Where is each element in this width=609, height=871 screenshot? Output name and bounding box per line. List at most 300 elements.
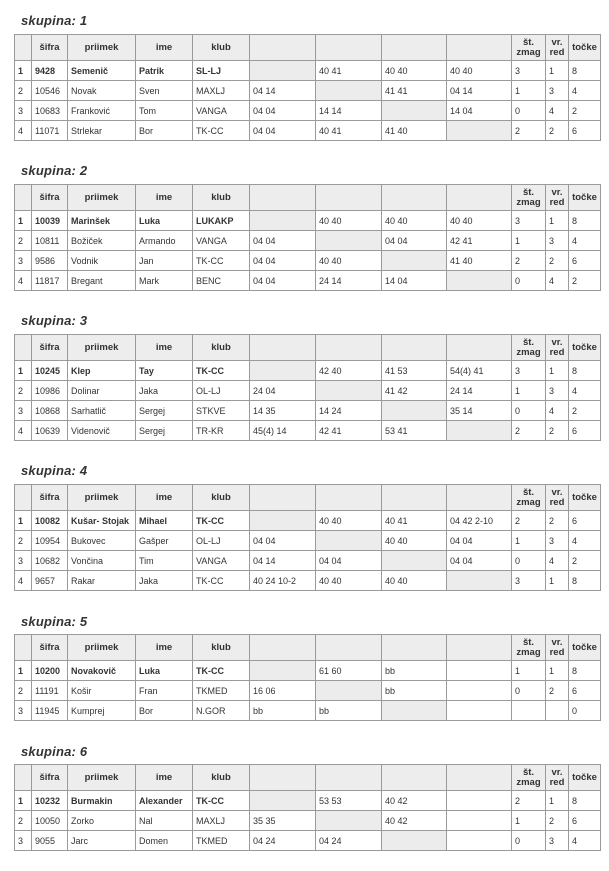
header-ime: ime	[136, 485, 193, 511]
cell-position: 1	[15, 791, 32, 811]
header-vr-red	[546, 635, 569, 661]
cell-ime: Sergej	[136, 401, 193, 421]
table-row	[15, 381, 601, 401]
cell-match-score: 04 42 2-10	[447, 511, 512, 531]
cell-ime: Luka	[136, 661, 193, 681]
header-vr-red-line2: red	[549, 46, 565, 58]
table-row	[15, 551, 601, 571]
header-st-zmag-line1: št.	[522, 336, 535, 348]
cell-st-zmag: 2	[512, 421, 546, 441]
header-sifra: šifra	[32, 335, 68, 361]
cell-ime: Jan	[136, 251, 193, 271]
header-klub: klub	[193, 185, 250, 211]
header-opponent	[447, 335, 512, 361]
group-title: skupina: 3	[21, 313, 88, 328]
cell-position: 2	[15, 81, 32, 101]
header-opponent	[382, 185, 447, 211]
cell-sifra: 10232	[32, 791, 68, 811]
cell-self-match	[316, 381, 382, 401]
header-opponent	[447, 635, 512, 661]
cell-match-score: 40 41	[382, 511, 447, 531]
cell-match-score: 40 40	[316, 511, 382, 531]
cell-priimek: Kušar- Stojak	[68, 511, 136, 531]
cell-match-score	[447, 681, 512, 701]
header-st-zmag	[512, 765, 546, 791]
header-st-zmag-line2: zmag	[516, 496, 541, 508]
cell-vr-red: 2	[546, 681, 569, 701]
table-row	[15, 231, 601, 251]
cell-tocke: 4	[569, 81, 601, 101]
cell-klub: TK-CC	[193, 511, 250, 531]
cell-self-match	[447, 421, 512, 441]
cell-tocke: 6	[569, 511, 601, 531]
cell-ime: Alexander	[136, 791, 193, 811]
cell-self-match	[250, 791, 316, 811]
cell-ime: Gašper	[136, 531, 193, 551]
cell-st-zmag: 1	[512, 661, 546, 681]
table-row	[15, 271, 601, 291]
cell-self-match	[250, 361, 316, 381]
cell-match-score: 35 35	[250, 811, 316, 831]
cell-ime: Mihael	[136, 511, 193, 531]
cell-match-score: 40 41	[316, 121, 382, 141]
cell-klub: TK-CC	[193, 571, 250, 591]
header-opponent	[316, 635, 382, 661]
table-header-row	[15, 335, 601, 361]
cell-vr-red: 1	[546, 211, 569, 231]
header-opponent	[250, 185, 316, 211]
cell-vr-red: 3	[546, 531, 569, 551]
cell-match-score: 41 41	[382, 81, 447, 101]
header-ime: ime	[136, 35, 193, 61]
cell-match-score: 04 04	[447, 551, 512, 571]
cell-match-score: 04 04	[250, 231, 316, 251]
cell-match-score: 40 40	[316, 211, 382, 231]
cell-tocke: 2	[569, 551, 601, 571]
header-vr-red	[546, 185, 569, 211]
group-title: skupina: 1	[21, 13, 88, 28]
cell-st-zmag: 0	[512, 551, 546, 571]
cell-klub: LUKAKP	[193, 211, 250, 231]
cell-klub: TK-CC	[193, 791, 250, 811]
cell-st-zmag: 2	[512, 511, 546, 531]
cell-tocke: 8	[569, 791, 601, 811]
cell-match-score: 40 42	[382, 791, 447, 811]
cell-tocke: 8	[569, 661, 601, 681]
header-priimek: priimek	[68, 185, 136, 211]
table-row	[15, 831, 601, 851]
cell-position: 1	[15, 661, 32, 681]
cell-st-zmag: 1	[512, 811, 546, 831]
cell-priimek: Rakar	[68, 571, 136, 591]
header-opponent	[382, 335, 447, 361]
cell-klub: OL-LJ	[193, 531, 250, 551]
cell-match-score: 41 40	[382, 121, 447, 141]
header-vr-red-line1: vr.	[551, 766, 563, 778]
table-row	[15, 681, 601, 701]
cell-match-score: bb	[316, 701, 382, 721]
cell-self-match	[316, 531, 382, 551]
cell-sifra: 11071	[32, 121, 68, 141]
cell-position: 1	[15, 61, 32, 81]
cell-sifra: 10546	[32, 81, 68, 101]
cell-vr-red: 2	[546, 121, 569, 141]
cell-klub: N.GOR	[193, 701, 250, 721]
header-opponent	[250, 765, 316, 791]
table-header-row	[15, 635, 601, 661]
cell-klub: TK-CC	[193, 251, 250, 271]
header-vr-red-line1: vr.	[551, 336, 563, 348]
cell-match-score: 40 40	[382, 531, 447, 551]
cell-vr-red: 1	[546, 361, 569, 381]
cell-tocke: 0	[569, 701, 601, 721]
cell-st-zmag: 2	[512, 791, 546, 811]
cell-self-match	[447, 271, 512, 291]
cell-tocke: 8	[569, 61, 601, 81]
cell-position: 4	[15, 121, 32, 141]
cell-self-match	[382, 831, 447, 851]
cell-match-score: 53 53	[316, 791, 382, 811]
cell-match-score: 04 04	[316, 551, 382, 571]
cell-self-match	[316, 811, 382, 831]
cell-position: 2	[15, 231, 32, 251]
cell-self-match	[447, 121, 512, 141]
cell-tocke: 6	[569, 421, 601, 441]
group-table	[14, 334, 601, 441]
cell-ime: Domen	[136, 831, 193, 851]
cell-st-zmag: 2	[512, 121, 546, 141]
cell-sifra: 10039	[32, 211, 68, 231]
cell-sifra: 11191	[32, 681, 68, 701]
header-vr-red	[546, 335, 569, 361]
cell-match-score: 54(4) 41	[447, 361, 512, 381]
cell-match-score: 42 41	[447, 231, 512, 251]
table-row	[15, 211, 601, 231]
table-header-row	[15, 485, 601, 511]
cell-position: 1	[15, 211, 32, 231]
cell-tocke: 4	[569, 231, 601, 251]
cell-match-score: 04 14	[250, 81, 316, 101]
cell-position: 3	[15, 101, 32, 121]
header-priimek: priimek	[68, 485, 136, 511]
cell-priimek: Sarhatlič	[68, 401, 136, 421]
header-opponent	[382, 35, 447, 61]
cell-priimek: Vončina	[68, 551, 136, 571]
cell-match-score: 04 24	[316, 831, 382, 851]
header-sifra: šifra	[32, 185, 68, 211]
cell-match-score: 24 14	[447, 381, 512, 401]
cell-match-score: 40 24 10-2	[250, 571, 316, 591]
table-header-row	[15, 185, 601, 211]
header-opponent	[250, 485, 316, 511]
header-st-zmag	[512, 485, 546, 511]
cell-st-zmag: 3	[512, 571, 546, 591]
cell-vr-red: 3	[546, 81, 569, 101]
cell-ime: Fran	[136, 681, 193, 701]
header-opponent	[250, 335, 316, 361]
cell-klub: TKMED	[193, 681, 250, 701]
cell-match-score: 04 04	[250, 271, 316, 291]
header-klub: klub	[193, 335, 250, 361]
cell-self-match	[250, 511, 316, 531]
cell-klub: TKMED	[193, 831, 250, 851]
cell-sifra: 10868	[32, 401, 68, 421]
cell-vr-red: 1	[546, 661, 569, 681]
cell-vr-red: 1	[546, 791, 569, 811]
cell-klub: TK-CC	[193, 121, 250, 141]
header-opponent	[316, 185, 382, 211]
cell-priimek: Zorko	[68, 811, 136, 831]
cell-sifra: 9428	[32, 61, 68, 81]
group-table	[14, 484, 601, 591]
cell-klub: MAXLJ	[193, 811, 250, 831]
header-opponent	[447, 485, 512, 511]
cell-vr-red: 2	[546, 511, 569, 531]
cell-ime: Jaka	[136, 381, 193, 401]
cell-st-zmag: 0	[512, 271, 546, 291]
cell-sifra: 10954	[32, 531, 68, 551]
cell-vr-red: 4	[546, 551, 569, 571]
cell-match-score: 04 14	[250, 551, 316, 571]
cell-position: 3	[15, 251, 32, 271]
cell-vr-red: 3	[546, 831, 569, 851]
cell-match-score	[447, 831, 512, 851]
cell-st-zmag: 1	[512, 381, 546, 401]
cell-st-zmag: 1	[512, 81, 546, 101]
header-st-zmag-line1: št.	[522, 766, 535, 778]
header-ime: ime	[136, 635, 193, 661]
cell-match-score	[447, 811, 512, 831]
cell-tocke: 2	[569, 271, 601, 291]
header-tocke: točke	[569, 185, 601, 211]
cell-ime: Sven	[136, 81, 193, 101]
header-tocke: točke	[569, 335, 601, 361]
header-sifra: šifra	[32, 35, 68, 61]
header-klub: klub	[193, 765, 250, 791]
header-st-zmag	[512, 35, 546, 61]
cell-priimek: Bukovec	[68, 531, 136, 551]
header-st-zmag-line1: št.	[522, 36, 535, 48]
table-row	[15, 571, 601, 591]
cell-klub: BENC	[193, 271, 250, 291]
cell-match-score: bb	[250, 701, 316, 721]
header-sifra: šifra	[32, 765, 68, 791]
group-title: skupina: 2	[21, 163, 88, 178]
group-title: skupina: 4	[21, 463, 88, 478]
cell-match-score: 14 14	[316, 101, 382, 121]
header-vr-red-line1: vr.	[551, 36, 563, 48]
table-row	[15, 61, 601, 81]
cell-match-score: 45(4) 14	[250, 421, 316, 441]
table-row	[15, 81, 601, 101]
header-tocke: točke	[569, 485, 601, 511]
cell-position: 4	[15, 421, 32, 441]
cell-position: 2	[15, 531, 32, 551]
table-row	[15, 661, 601, 681]
cell-match-score: 24 04	[250, 381, 316, 401]
cell-sifra: 9657	[32, 571, 68, 591]
cell-vr-red	[546, 701, 569, 721]
group-title: skupina: 5	[21, 614, 88, 629]
cell-sifra: 9586	[32, 251, 68, 271]
header-klub: klub	[193, 35, 250, 61]
cell-vr-red: 2	[546, 421, 569, 441]
cell-match-score: 40 40	[316, 571, 382, 591]
cell-self-match	[250, 661, 316, 681]
header-priimek: priimek	[68, 335, 136, 361]
cell-ime: Armando	[136, 231, 193, 251]
header-position	[15, 335, 32, 361]
cell-match-score: 61 60	[316, 661, 382, 681]
cell-ime: Nal	[136, 811, 193, 831]
header-st-zmag-line1: št.	[522, 636, 535, 648]
header-vr-red-line2: red	[549, 646, 565, 658]
header-tocke: točke	[569, 635, 601, 661]
header-vr-red-line2: red	[549, 776, 565, 788]
cell-self-match	[447, 571, 512, 591]
table-row	[15, 701, 601, 721]
header-opponent	[250, 635, 316, 661]
cell-match-score: 41 53	[382, 361, 447, 381]
cell-position: 2	[15, 811, 32, 831]
header-vr-red-line1: vr.	[551, 636, 563, 648]
cell-ime: Tim	[136, 551, 193, 571]
cell-match-score: 14 04	[447, 101, 512, 121]
cell-position: 3	[15, 831, 32, 851]
cell-sifra: 10682	[32, 551, 68, 571]
cell-tocke: 4	[569, 831, 601, 851]
cell-match-score: 04 04	[250, 101, 316, 121]
cell-priimek: Burmakin	[68, 791, 136, 811]
cell-self-match	[382, 551, 447, 571]
header-opponent	[382, 485, 447, 511]
cell-match-score: bb	[382, 681, 447, 701]
cell-ime: Bor	[136, 701, 193, 721]
cell-match-score: 40 40	[447, 211, 512, 231]
cell-position: 3	[15, 701, 32, 721]
cell-match-score	[447, 661, 512, 681]
cell-priimek: Strlekar	[68, 121, 136, 141]
header-position	[15, 35, 32, 61]
header-priimek: priimek	[68, 35, 136, 61]
cell-match-score	[447, 791, 512, 811]
header-vr-red	[546, 485, 569, 511]
cell-tocke: 4	[569, 531, 601, 551]
cell-match-score: 40 42	[382, 811, 447, 831]
header-vr-red	[546, 765, 569, 791]
cell-priimek: Dolinar	[68, 381, 136, 401]
header-opponent	[447, 765, 512, 791]
cell-match-score: bb	[382, 661, 447, 681]
cell-sifra: 10811	[32, 231, 68, 251]
header-opponent	[382, 765, 447, 791]
cell-sifra: 10683	[32, 101, 68, 121]
cell-sifra: 10986	[32, 381, 68, 401]
cell-klub: STKVE	[193, 401, 250, 421]
header-tocke: točke	[569, 35, 601, 61]
cell-self-match	[382, 701, 447, 721]
header-ime: ime	[136, 185, 193, 211]
cell-match-score: 04 04	[447, 531, 512, 551]
cell-st-zmag: 3	[512, 211, 546, 231]
cell-st-zmag	[512, 701, 546, 721]
cell-tocke: 8	[569, 571, 601, 591]
table-row	[15, 361, 601, 381]
cell-priimek: Novakovič	[68, 661, 136, 681]
cell-priimek: Košir	[68, 681, 136, 701]
cell-tocke: 6	[569, 251, 601, 271]
cell-priimek: Božiček	[68, 231, 136, 251]
header-vr-red	[546, 35, 569, 61]
table-row	[15, 511, 601, 531]
header-st-zmag-line2: zmag	[516, 346, 541, 358]
cell-match-score: 40 40	[382, 211, 447, 231]
cell-self-match	[316, 81, 382, 101]
header-position	[15, 635, 32, 661]
header-position	[15, 185, 32, 211]
cell-klub: TK-CC	[193, 661, 250, 681]
cell-match-score: 24 14	[316, 271, 382, 291]
header-sifra: šifra	[32, 485, 68, 511]
cell-vr-red: 2	[546, 811, 569, 831]
cell-match-score: 04 24	[250, 831, 316, 851]
cell-st-zmag: 0	[512, 831, 546, 851]
header-st-zmag	[512, 335, 546, 361]
cell-priimek: Novak	[68, 81, 136, 101]
cell-tocke: 4	[569, 381, 601, 401]
header-st-zmag-line2: zmag	[516, 646, 541, 658]
header-opponent	[447, 185, 512, 211]
header-opponent	[250, 35, 316, 61]
cell-tocke: 8	[569, 361, 601, 381]
header-priimek: priimek	[68, 635, 136, 661]
cell-self-match	[382, 101, 447, 121]
cell-ime: Jaka	[136, 571, 193, 591]
cell-klub: VANGA	[193, 551, 250, 571]
cell-sifra: 10200	[32, 661, 68, 681]
cell-priimek: Marinšek	[68, 211, 136, 231]
header-st-zmag-line2: zmag	[516, 196, 541, 208]
table-row	[15, 121, 601, 141]
cell-ime: Mark	[136, 271, 193, 291]
cell-match-score: 14 04	[382, 271, 447, 291]
header-opponent	[316, 485, 382, 511]
cell-match-score: 04 04	[250, 121, 316, 141]
cell-priimek: Semenič	[68, 61, 136, 81]
cell-priimek: Kumprej	[68, 701, 136, 721]
table-row	[15, 421, 601, 441]
header-opponent	[316, 335, 382, 361]
cell-ime: Tay	[136, 361, 193, 381]
cell-ime: Patrik	[136, 61, 193, 81]
cell-tocke: 6	[569, 681, 601, 701]
cell-match-score: 41 40	[447, 251, 512, 271]
header-opponent	[316, 35, 382, 61]
cell-tocke: 8	[569, 211, 601, 231]
header-vr-red-line2: red	[549, 346, 565, 358]
header-vr-red-line2: red	[549, 496, 565, 508]
cell-vr-red: 2	[546, 251, 569, 271]
cell-match-score: 40 41	[316, 61, 382, 81]
cell-match-score: 35 14	[447, 401, 512, 421]
header-ime: ime	[136, 335, 193, 361]
cell-match-score: 40 40	[316, 251, 382, 271]
header-st-zmag-line2: zmag	[516, 46, 541, 58]
header-st-zmag	[512, 635, 546, 661]
cell-match-score: 40 40	[382, 61, 447, 81]
header-opponent	[447, 35, 512, 61]
header-st-zmag-line1: št.	[522, 486, 535, 498]
